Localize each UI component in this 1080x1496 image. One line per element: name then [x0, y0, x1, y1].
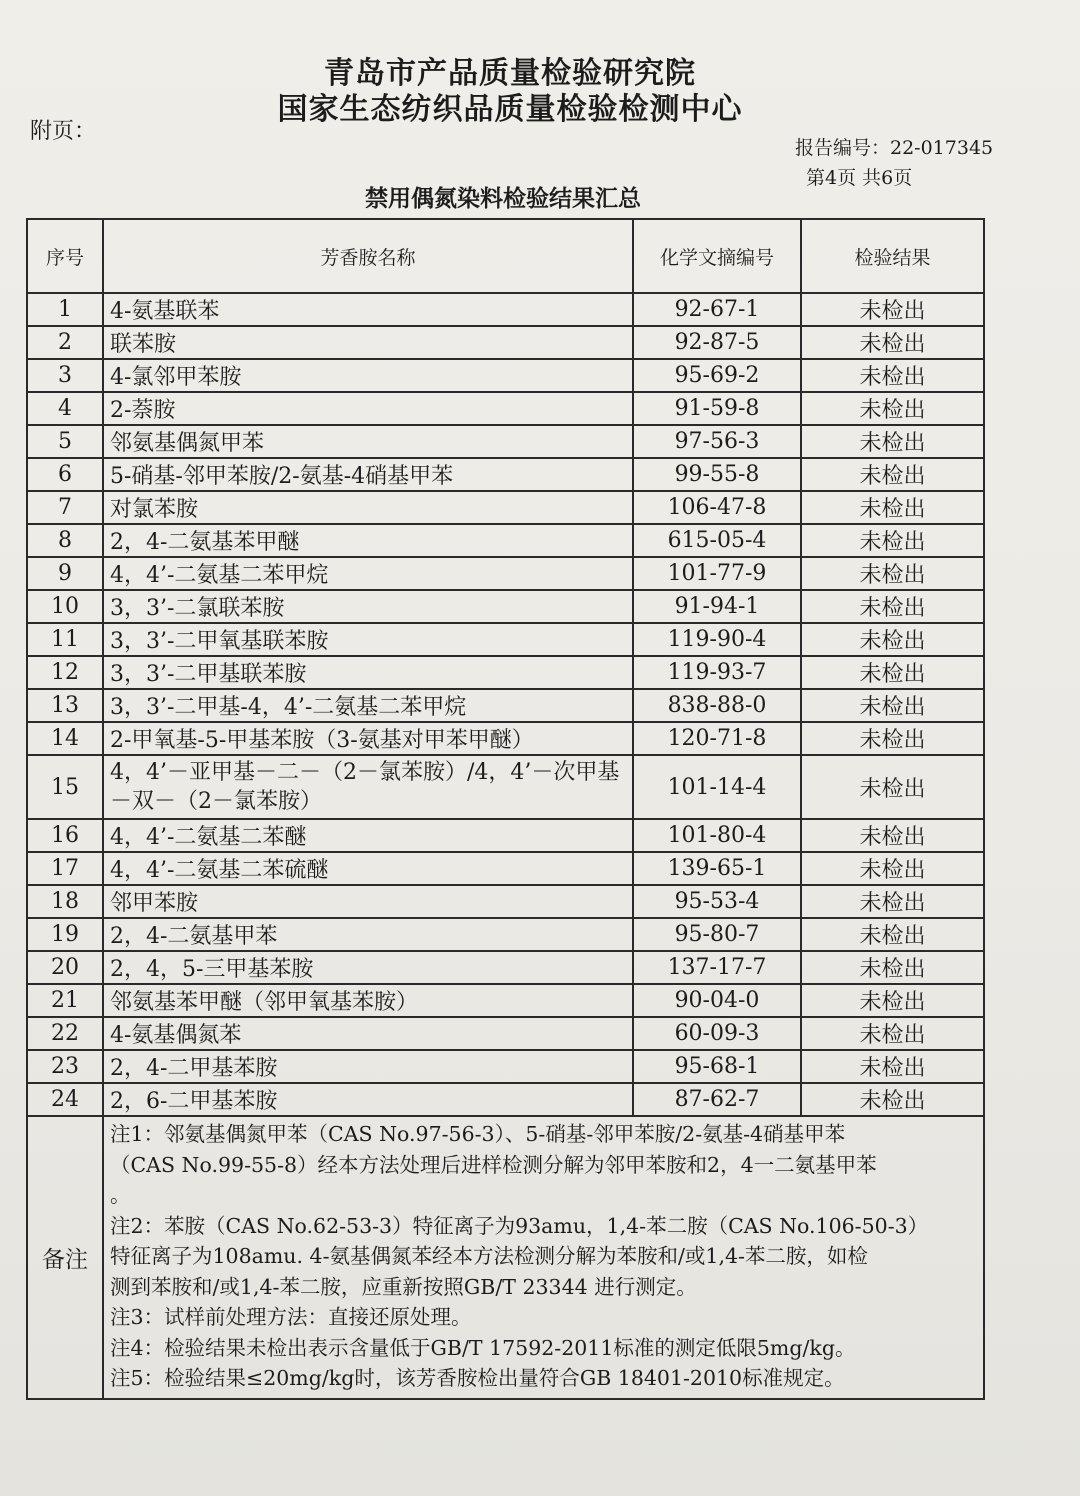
amine-name: 2，4-二氨基甲苯 — [103, 918, 633, 951]
row-index: 12 — [27, 656, 103, 689]
table-row — [27, 1083, 984, 1116]
cas-number: 615-05-4 — [633, 524, 801, 557]
row-index: 7 — [27, 491, 103, 524]
org-name-line2: 国家生态纺织品质量检验检测中心 — [277, 92, 743, 127]
test-result: 未检出 — [801, 557, 984, 590]
amine-name: 2，4-二甲基苯胺 — [103, 1050, 633, 1083]
test-result: 未检出 — [801, 359, 984, 392]
row-index: 3 — [27, 359, 103, 392]
test-result: 未检出 — [801, 819, 984, 852]
table-row — [27, 885, 984, 918]
amine-name: 4-氯邻甲苯胺 — [103, 359, 633, 392]
table-row — [27, 524, 984, 557]
amine-name: 邻甲苯胺 — [103, 885, 633, 918]
amine-name: 3，3’-二甲基联苯胺 — [103, 656, 633, 689]
row-index: 20 — [27, 951, 103, 984]
table-row — [27, 1017, 984, 1050]
amine-name: 3，3’-二甲基-4，4’-二氨基二苯甲烷 — [103, 689, 633, 722]
row-index: 9 — [27, 557, 103, 590]
test-result: 未检出 — [801, 1083, 984, 1116]
cas-number: 97-56-3 — [633, 425, 801, 458]
cas-number: 101-77-9 — [633, 557, 801, 590]
row-index: 2 — [27, 326, 103, 359]
table-title: 禁用偶氮染料检验结果汇总 — [365, 185, 641, 212]
remark-line: 特征离子为108amu. 4-氨基偶氮苯经本方法检测分解为苯胺和/或1,4-苯二胺，如检 — [110, 1244, 868, 1268]
cas-number: 92-67-1 — [633, 293, 801, 326]
table-row — [27, 458, 984, 491]
report-number: 报告编号：22-017345 — [795, 137, 994, 159]
row-index: 21 — [27, 984, 103, 1017]
table-row — [27, 819, 984, 852]
amine-name: 4，4’－亚甲基－二－（2－氯苯胺）/4，4’－次甲基－双－（2－氯苯胺） — [103, 755, 633, 819]
cas-number: 119-90-4 — [633, 623, 801, 656]
test-result: 未检出 — [801, 326, 984, 359]
test-result: 未检出 — [801, 722, 984, 755]
amine-name: 2，4-二氨基苯甲醚 — [103, 524, 633, 557]
test-result: 未检出 — [801, 984, 984, 1017]
remarks-row — [27, 1116, 984, 1399]
row-index: 24 — [27, 1083, 103, 1116]
amine-name: 3，3’-二甲氧基联苯胺 — [103, 623, 633, 656]
cas-number: 92-87-5 — [633, 326, 801, 359]
row-index: 8 — [27, 524, 103, 557]
cas-number: 119-93-7 — [633, 656, 801, 689]
remark-line: 注5：检验结果≤20mg/kg时，该芳香胺检出量符合GB 18401-2010标准规定。 — [110, 1366, 845, 1390]
table-row — [27, 951, 984, 984]
table-row — [27, 590, 984, 623]
row-index: 14 — [27, 722, 103, 755]
row-index: 17 — [27, 852, 103, 885]
table-row — [27, 392, 984, 425]
table-row — [27, 918, 984, 951]
test-result: 未检出 — [801, 425, 984, 458]
table-row — [27, 491, 984, 524]
cas-number: 101-14-4 — [633, 755, 801, 819]
row-index: 18 — [27, 885, 103, 918]
test-result: 未检出 — [801, 656, 984, 689]
amine-name: 3，3’-二氯联苯胺 — [103, 590, 633, 623]
appendix-label: 附页： — [30, 119, 97, 144]
amine-name: 5-硝基-邻甲苯胺/2-氨基-4硝基甲苯 — [103, 458, 633, 491]
cas-number: 101-80-4 — [633, 819, 801, 852]
table-header-row — [27, 219, 984, 293]
table-row — [27, 359, 984, 392]
remark-line: 注3：试样前处理方法：直接还原处理。 — [110, 1305, 472, 1329]
test-result: 未检出 — [801, 918, 984, 951]
test-result: 未检出 — [801, 293, 984, 326]
table-row — [27, 326, 984, 359]
row-index: 5 — [27, 425, 103, 458]
test-result: 未检出 — [801, 623, 984, 656]
row-index: 10 — [27, 590, 103, 623]
row-index: 1 — [27, 293, 103, 326]
table-row — [27, 293, 984, 326]
row-index: 16 — [27, 819, 103, 852]
row-index: 23 — [27, 1050, 103, 1083]
remark-line: 。 — [110, 1183, 131, 1207]
row-index: 13 — [27, 689, 103, 722]
col-header-name: 芳香胺名称 — [103, 219, 633, 293]
cas-number: 95-68-1 — [633, 1050, 801, 1083]
col-header-result: 检验结果 — [801, 219, 984, 293]
table-row — [27, 425, 984, 458]
remark-line: （CAS No.99-55-8）经本方法处理后进样检测分解为邻甲苯胺和2，4一二氨基甲苯 — [110, 1152, 877, 1177]
test-result: 未检出 — [801, 458, 984, 491]
amine-name: 邻氨基偶氮甲苯 — [103, 425, 633, 458]
table-row — [27, 755, 984, 819]
table-row — [27, 722, 984, 755]
test-result: 未检出 — [801, 689, 984, 722]
cas-number: 838-88-0 — [633, 689, 801, 722]
test-result: 未检出 — [801, 590, 984, 623]
col-header-cas: 化学文摘编号 — [633, 219, 801, 293]
test-result: 未检出 — [801, 491, 984, 524]
amine-name: 2-甲氧基-5-甲基苯胺（3-氨基对甲苯甲醚） — [103, 722, 633, 755]
table-row — [27, 689, 984, 722]
amine-name: 对氯苯胺 — [103, 491, 633, 524]
amine-name: 联苯胺 — [103, 326, 633, 359]
test-result: 未检出 — [801, 755, 984, 819]
cas-number: 120-71-8 — [633, 722, 801, 755]
results-table — [26, 218, 985, 1400]
test-result: 未检出 — [801, 524, 984, 557]
row-index: 4 — [27, 392, 103, 425]
test-result: 未检出 — [801, 951, 984, 984]
page-info: 第4页 共6页 — [806, 167, 913, 189]
table-row — [27, 557, 984, 590]
cas-number: 106-47-8 — [633, 491, 801, 524]
remark-line: 测到苯胺和/或1,4-苯二胺，应重新按照GB/T 23344 进行测定。 — [110, 1274, 697, 1299]
test-result: 未检出 — [801, 1017, 984, 1050]
cas-number: 90-04-0 — [633, 984, 801, 1017]
amine-name: 4，4’-二氨基二苯硫醚 — [103, 852, 633, 885]
cas-number: 95-53-4 — [633, 885, 801, 918]
remark-line: 注1：邻氨基偶氮甲苯（CAS No.97-56-3）、5-硝基-邻甲苯胺/2-氨基-4硝基甲苯 — [110, 1122, 846, 1146]
remark-line: 注2：苯胺（CAS No.62-53-3）特征离子为93amu，1,4-苯二胺（CAS No.106-50-3） — [110, 1213, 929, 1238]
remarks-label: 备注 — [27, 1116, 103, 1399]
row-index: 11 — [27, 623, 103, 656]
cas-number: 137-17-7 — [633, 951, 801, 984]
test-result: 未检出 — [801, 392, 984, 425]
row-index: 15 — [27, 755, 103, 819]
cas-number: 95-80-7 — [633, 918, 801, 951]
amine-name: 4，4’-二氨基二苯甲烷 — [103, 557, 633, 590]
table-row — [27, 852, 984, 885]
amine-name: 2，4，5-三甲基苯胺 — [103, 951, 633, 984]
test-result: 未检出 — [801, 852, 984, 885]
cas-number: 91-59-8 — [633, 392, 801, 425]
cas-number: 91-94-1 — [633, 590, 801, 623]
cas-number: 95-69-2 — [633, 359, 801, 392]
cas-number: 60-09-3 — [633, 1017, 801, 1050]
remarks-cell — [103, 1116, 984, 1399]
cas-number: 139-65-1 — [633, 852, 801, 885]
amine-name: 4-氨基偶氮苯 — [103, 1017, 633, 1050]
test-result: 未检出 — [801, 1050, 984, 1083]
amine-name: 2-萘胺 — [103, 392, 633, 425]
cas-number: 87-62-7 — [633, 1083, 801, 1116]
row-index: 22 — [27, 1017, 103, 1050]
table-row — [27, 984, 984, 1017]
remark-line: 注4：检验结果未检出表示含量低于GB/T 17592-2011标准的测定低限5mg/kg。 — [110, 1335, 856, 1360]
row-index: 6 — [27, 458, 103, 491]
table-row — [27, 1050, 984, 1083]
cas-number: 99-55-8 — [633, 458, 801, 491]
amine-name: 4，4’-二氨基二苯醚 — [103, 819, 633, 852]
col-header-index: 序号 — [27, 219, 103, 293]
amine-name: 4-氨基联苯 — [103, 293, 633, 326]
table-row — [27, 656, 984, 689]
amine-name: 2，6-二甲基苯胺 — [103, 1083, 633, 1116]
table-row — [27, 623, 984, 656]
row-index: 19 — [27, 918, 103, 951]
test-result: 未检出 — [801, 885, 984, 918]
amine-name: 邻氨基苯甲醚（邻甲氧基苯胺） — [103, 984, 633, 1017]
org-name-line1: 青岛市产品质量检验研究院 — [324, 56, 696, 91]
